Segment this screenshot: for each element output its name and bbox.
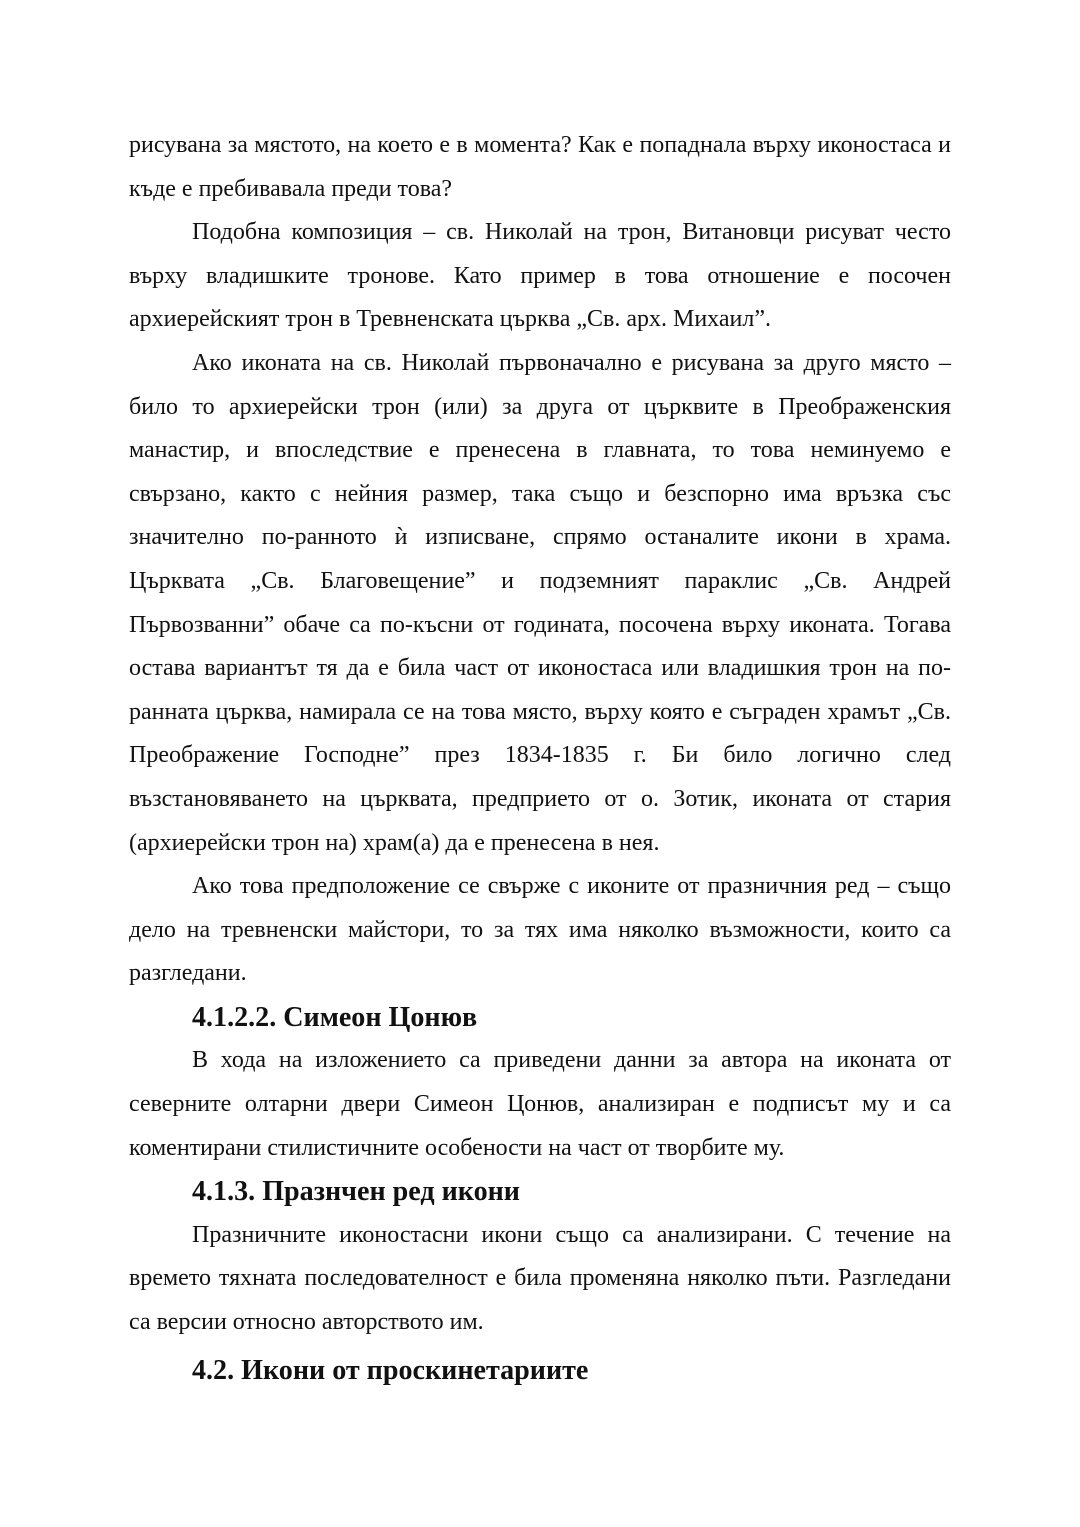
paragraph-festive-icons: Празничните иконостасни икони също са анализирани. С течение на времето тяхната последователност е била променяна няколко пъти. Разгледани са версии относно авторството им. [129, 1221, 951, 1336]
section-heading-proskynetaria-icons: 4.2. Икони от проскинетариите [192, 1354, 589, 1386]
section-heading-festive-row: 4.1.3. Празнчен ред икони [192, 1176, 520, 1208]
section-heading-simeon-tsonyuv: 4.1.2.2. Симеон Цонюв [192, 1001, 478, 1033]
paragraph-festive-row-hypothesis: Ако това предположение се свърже с иконите от празничния ред – също дело на тревненски майстори, то за тях има няколко възможности, които са разгледани. [129, 873, 951, 987]
paragraph-icon-origin: Ако иконата на св. Николай първоначално е рисувана за друго място – било то архиерейски трон (или) за друга от църквите в Преображенския манастир, и впоследствие е пренесена в главната, то това неминуемо е свързано, както с нейния размер, така също и безспорно има връзка със значително по-ранното ѝ изписване, спрямо останалите икони в храма. Църквата „Св. Благовещение” и подземният параклис „Св. Андрей Първозванни” обаче са по-късни от годината, посочена върху иконата. Тогава остава вариантът тя да е била част от иконостаса или владишкия трон на по-ранната църква, намирала се на това място, върху която е съграден храмът „Св. Преображение Господне” през 1834-1835 г. Би било логично след възстановяването на църквата, предприето от о. Зотик, иконата от стария (архиерейски трон на) храм(а) да е пренесена в нея. [129, 349, 951, 856]
document-page [129, 124, 951, 1392]
paragraph-continuation: рисувана за мястото, на което е в момента? Как е попаднала върху иконостаса и къде е пребивавала преди това? [129, 132, 951, 202]
paragraph-simeon-tsonyuv: В хода на изложението са приведени данни за автора на иконата от северните олтарни двери Симеон Цонюв, анализиран е подписът му и са коментирани стилистичните особености на част от творбите му. [129, 1047, 951, 1161]
paragraph-similar-composition: Подобна композиция – св. Николай на трон, Витановци рисуват често върху владишките тронове. Като пример в това отношение е посочен архиерейският трон в Тревненската църква „Св. арх. Михаил”. [129, 219, 951, 333]
